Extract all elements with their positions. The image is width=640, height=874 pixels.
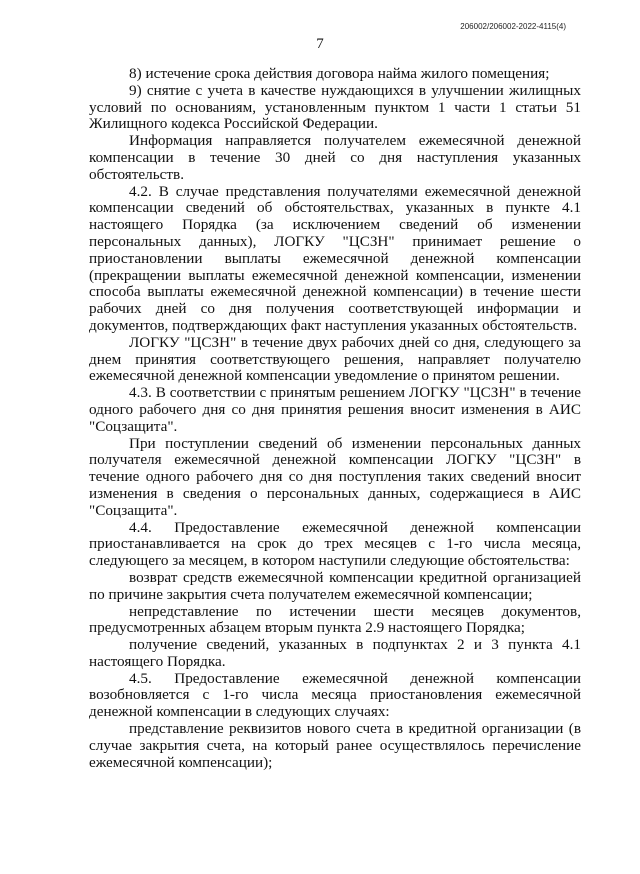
paragraph-item-8: 8) истечение срока действия договора найма жилого помещения; xyxy=(129,65,550,82)
document-id: 206002/206002-2022-4115(4) xyxy=(460,22,566,31)
paragraph-4-5: 4.5. Предоставление ежемесячной денежной компенсации возобновляется с 1-го числа месяца приостановления ежемесячной денежной компенсации в следующих случаях: xyxy=(89,669,581,721)
paragraph-4-2: 4.2. В случае представления получателями ежемесячной денежной компенсации сведений об обстоятельствах, указанных в пункте 4.1 настоящего Порядка (за исключением сведений об изменении персональных данных), ЛОГКУ "ЦСЗН" принимает решение о приостановлении выплаты ежемесячной денежной компенсации (прекращении выплаты ежемесячной денежной компенсации, изменении способа выплаты ежемесячной денежной компенсации) в течение шести рабочих дней со дня получения соответствующей информации и документов, подтверждающих факт наступления указанных обстоятельств. xyxy=(89,182,581,334)
paragraph-refund: возврат средств ежемесячной компенсации кредитной организацией по причине закрытия счета получателем ежемесячной компенсации; xyxy=(89,568,581,603)
paragraph-notification: ЛОГКУ "ЦСЗН" в течение двух рабочих дней со дня, следующего за днем принятия соответствующего решения, направляет получателю ежемесячной денежной компенсации уведомление о принятом решении. xyxy=(89,333,581,385)
paragraph-receipt: получение сведений, указанных в подпунктах 2 и 3 пункта 4.1 настоящего Порядка. xyxy=(89,636,581,670)
paragraph-new-account: представление реквизитов нового счета в кредитной организации (в случае закрытия счета, на который ранее осуществлялось перечисление ежемесячной компенсации); xyxy=(89,720,581,771)
document-body xyxy=(89,66,581,771)
paragraph-personal-data: При поступлении сведений об изменении персональных данных получателя ежемесячной денежной компенсации ЛОГКУ "ЦСЗН" в течение одного рабочего дня со дня поступления таких сведений вносит изменения в сведения о персональных данных, содержащиеся в АИС "Соцзащита". xyxy=(89,434,581,519)
page-number: 7 xyxy=(316,36,324,52)
paragraph-item-9: 9) снятие с учета в качестве нуждающихся в улучшении жилищных условий по основаниям, установленным пунктом 1 части 1 статьи 51 Жилищного кодекса Российской Федерации. xyxy=(89,81,581,133)
paragraph-4-3: 4.3. В соответствии с принятым решением ЛОГКУ "ЦСЗН" в течение одного рабочего дня со дня принятия решения вносит изменения в АИС "Соцзащита". xyxy=(89,384,581,435)
paragraph-4-4: 4.4. Предоставление ежемесячной денежной компенсации приостанавливается на срок до трех месяцев с 1-го числа месяца, следующего за месяцем, в котором наступили следующие обстоятельства: xyxy=(89,518,581,570)
paragraph-info: Информация направляется получателем ежемесячной денежной компенсации в течение 30 дней со дня наступления указанных обстоятельств. xyxy=(89,132,581,183)
paragraph-non-submission: непредставление по истечении шести месяцев документов, предусмотренных абзацем вторым пункта 2.9 настоящего Порядка; xyxy=(89,602,581,637)
